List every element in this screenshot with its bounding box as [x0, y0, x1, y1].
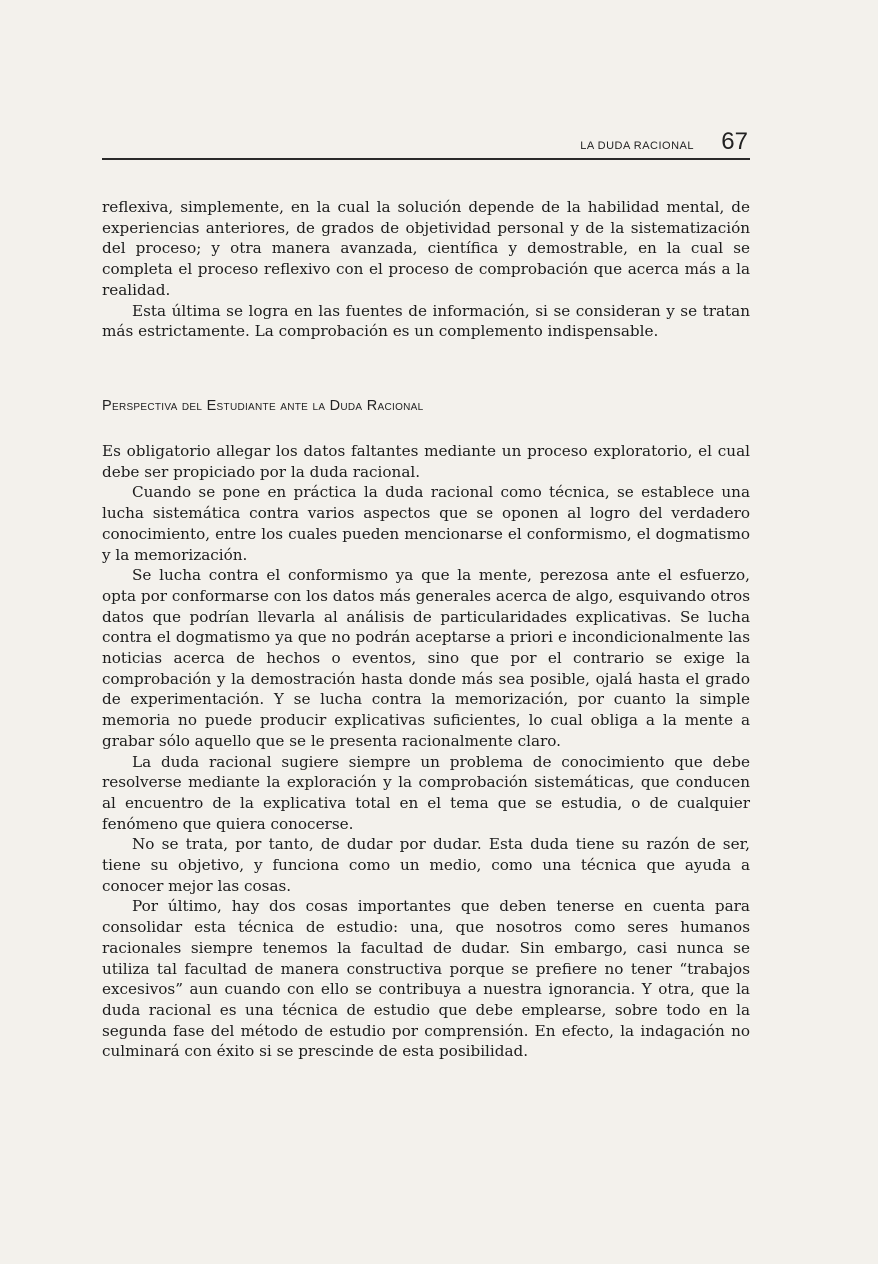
section-text-block [102, 441, 750, 1062]
paragraph: reflexiva, simplemente, en la cual la solución depende de la habilidad mental, de experiencias anteriores, de grados de objetividad personal y de la sistematización del proceso; y otra manera avanzada, científica y demostrable, en la cual se completa el proceso reflexivo con el proceso de comprobación que acerca más a la realidad. [102, 198, 750, 299]
paragraph: Se lucha contra el conformismo ya que la mente, perezosa ante el esfuerzo, opta por conformarse con los datos más generales acerca de algo, esquivando otros datos que podrían llevarla al análisis de particularidades explicativas. Se lucha contra el dogmatismo ya que no podrán aceptarse a priori e incondicionalmente las noticias acerca de hechos o eventos, sino que por el contrario se exige la comprobación y la demostración hasta donde más sea posible, ojalá hasta el grado de experimentación. Y se lucha contra la memorización, por cuanto la simple memoria no puede producir explicativas suficientes, lo cual obliga a la mente a grabar sólo aquello que se le presenta racionalmente claro. [102, 566, 750, 750]
paragraph: No se trata, por tanto, de dudar por dudar. Esta duda tiene su razón de ser, tiene su objetivo, y funciona como un medio, como una técnica que ayuda a conocer mejor las cosas. [102, 835, 750, 895]
paragraph: Es obligatorio allegar los datos faltantes mediante un proceso exploratorio, el cual debe ser propiciado por la duda racional. [102, 442, 750, 481]
paragraph: La duda racional sugiere siempre un problema de conocimiento que debe resolverse mediante la exploración y la comprobación sistemáticas, que conducen al encuentro de la explicativa total en el tema que se estudia, o de cualquier fenómeno que quiera conocerse. [102, 752, 750, 833]
paragraph: Cuando se pone en práctica la duda racional como técnica, se establece una lucha sistemática contra varios aspectos que se oponen al logro del verdadero conocimiento, entre los cuales pueden mencionarse el conformismo, el dogmatismo y la memorización. [102, 483, 750, 564]
section-title: Perspectiva del Estudiante ante la Duda Racional [102, 398, 424, 414]
running-head: LA DUDA RACIONAL [580, 140, 694, 152]
top-text-block [102, 197, 750, 342]
page-header [102, 128, 750, 160]
paragraph: Por último, hay dos cosas importantes que deben tenerse en cuenta para consolidar esta técnica de estudio: una, que nosotros como seres humanos racionales siempre tenemos la facultad de dudar. Sin embargo, casi nunca se utiliza tal facultad de manera constructiva porque se prefiere no tener “trabajos excesivos” aun cuando con ello se contribuya a nuestra ignorancia. Y otra, que la duda racional es una técnica de estudio que debe emplearse, sobre todo en la segunda fase del método de estudio por comprensión. En efecto, la indagación no culminará con éxito si se prescinde de esta posibilidad. [102, 897, 750, 1061]
page-number: 67 [721, 128, 748, 155]
paragraph: Esta última se logra en las fuentes de información, si se consideran y se tratan más estrictamente. La comprobación es un complemento indispensable. [102, 301, 750, 341]
